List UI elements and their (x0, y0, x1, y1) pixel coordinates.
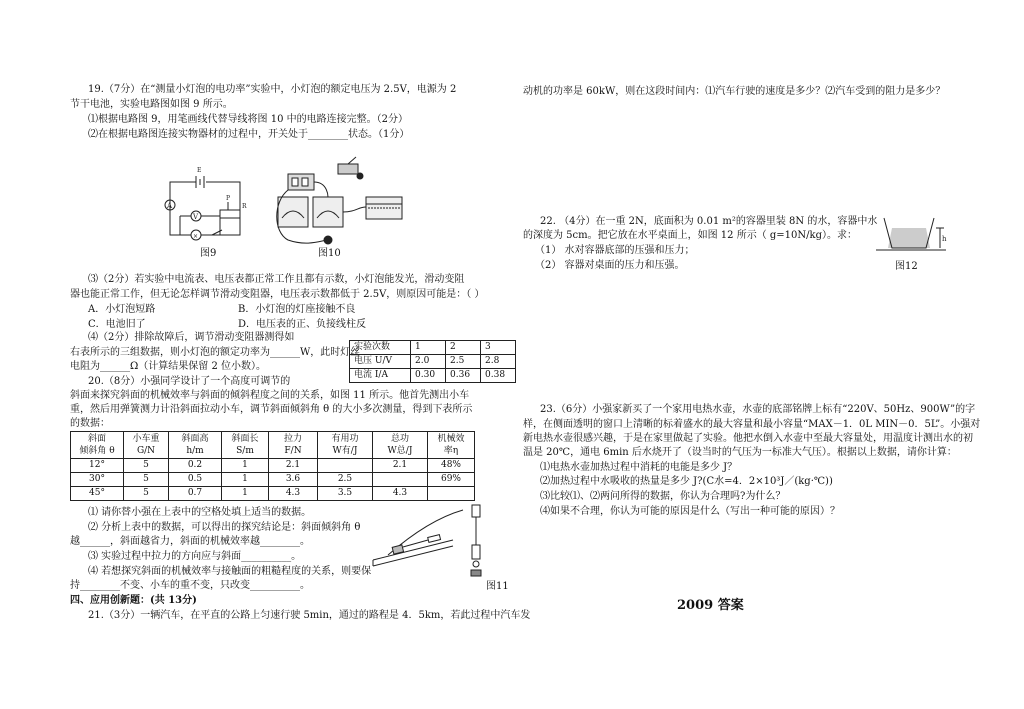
q23-sub1: ⑴电热水壶加热过程中消耗的电能是多少 J？ (540, 462, 738, 473)
table-cell: 2.0 (411, 355, 446, 369)
container-fig12 (874, 210, 954, 260)
q20-line4: 的数据： (70, 418, 110, 429)
fig12-caption: 图12 (895, 261, 918, 272)
table-row (71, 459, 475, 473)
q20-line2: 斜面来探究斜面的机械效率与斜面的倾斜程度之间的关系，如图 11 所示。他首先测出小车 (70, 390, 470, 401)
table-header-cell: 有用功 W有/J (318, 432, 373, 459)
table-cell: 1 (411, 341, 446, 355)
table-cell: 电流 I/A (350, 369, 411, 383)
table-cell: 0.5 (169, 473, 222, 487)
q23-sub4: ⑷如果不合理，你认为可能的原因是什么（写出一种可能的原因）？ (540, 506, 840, 517)
q19-data-table (349, 340, 516, 383)
q19-sub4-line2: 右表所示的三组数据，则小灯泡的额定功率为______W，此时灯丝 (70, 347, 361, 358)
table-cell: 1 (222, 473, 269, 487)
svg-text:A: A (167, 202, 173, 210)
q19-line2: 节干电池，实验电路图如图 9 所示。 (70, 99, 233, 110)
table-cell: 5 (124, 459, 169, 473)
q21-line2: 动机的功率是 60kW，则在这段时间内：⑴汽车行驶的速度是多少？⑵汽车受到的阻力是多少？ (523, 86, 946, 97)
table-cell: 2 (446, 341, 481, 355)
table-cell: 1 (222, 459, 269, 473)
q22-line2: 的深度为 5cm。把它放在水平桌面上，如图 12 所示（ g=10N/kg）。求： (523, 230, 857, 241)
table-cell: 3 (481, 341, 516, 355)
table-header-cell: 小车重 G/N (124, 432, 169, 459)
table-cell: 48% (428, 459, 475, 473)
table-cell: 4.3 (269, 487, 318, 501)
table-header-cell: 机械效 率η (428, 432, 475, 459)
q20-sub3: ⑶ 实验过程中拉力的方向应与斜面__________。 (88, 551, 302, 562)
table-row (71, 487, 475, 501)
q19-line1: 19.（7分）在“测量小灯泡的电功率”实验中，小灯泡的额定电压为 2.5V，电源为 2 (88, 84, 457, 95)
q20-sub1: ⑴ 请你替小强在上表中的空格处填上适当的数据。 (88, 507, 312, 518)
q19-sub3-line2: 器也能正常工作，但无论怎样调节滑动变阻器，电压表示数都低于 2.5V，则原因可能是：（ ） (70, 289, 485, 300)
table-cell: 0.7 (169, 487, 222, 501)
fig11-caption: 图11 (486, 581, 509, 592)
table-cell: 0.38 (481, 369, 516, 383)
table-cell: 12° (71, 459, 124, 473)
q22-line1: 22. （4分）在一重 2N，底面积为 0.01 m²的容器里装 8N 的水，容器中水 (540, 216, 878, 227)
table-row (350, 341, 516, 355)
depth-label: h (942, 235, 947, 243)
table-cell: 5 (124, 487, 169, 501)
table-row (71, 473, 475, 487)
answer-title: 2009 答案 (677, 598, 744, 613)
q19-sub3-line1: ⑶（2分）若实验中电流表、电压表都正常工作且都有示数，小灯泡能发光，滑动变阻 (88, 274, 465, 285)
q19-sub2: ⑵在根据电路图连接实物器材的过程中，开关处于________状态。（1分） (88, 129, 410, 140)
q19-sub4-line3: 电阻为______Ω（计算结果保留 2 位小数）。 (70, 361, 267, 372)
table-header-cell: 总功 W总/J (373, 432, 428, 459)
table-cell: 2.1 (373, 459, 428, 473)
svg-text:×: × (193, 233, 199, 240)
table-cell (373, 473, 428, 487)
svg-text:R: R (242, 203, 247, 210)
table-cell: 4.3 (373, 487, 428, 501)
table-header-cell: 拉力 F/N (269, 432, 318, 459)
inclined-plane-fig11 (368, 500, 493, 580)
q23-line2: 样，在侧面透明的窗口上清晰的标着盛水的最大容量和最小容量“MAX－1．0L MIN－0．5L”。小强对 (523, 419, 981, 430)
q23-line3: 新电热水壶很感兴趣，于是在家里做起了实验。他把水倒入水壶中至最大容量处，用温度计测出水的初 (523, 433, 973, 444)
q20-sub2-line2: 越______，斜面越省力，斜面的机械效率越________。 (70, 536, 310, 547)
table-cell: 电压 U/V (350, 355, 411, 369)
table-cell: 1 (222, 487, 269, 501)
table-cell: 3.6 (269, 473, 318, 487)
svg-text:V: V (193, 213, 199, 221)
q23-sub3: ⑶比较⑴、⑵两问所得的数据，你认为合理吗?为什么？ (540, 491, 786, 502)
q22-sub1: （1） 水对容器底部的压强和压力； (535, 245, 695, 256)
table-header-cell: 斜面长 S/m (222, 432, 269, 459)
q21-line1: 21.（3分）一辆汽车，在平直的公路上匀速行驶 5min，通过的路程是 4．5km，若此过程中汽车发 (88, 610, 531, 621)
q20-line1: 20.（8分）小强同学设计了一个高度可调节的 (88, 376, 291, 387)
table-cell: 0.36 (446, 369, 481, 383)
fig10-caption: 图10 (318, 248, 341, 259)
section4-heading: 四、应用创新题：(共 13分) (70, 595, 197, 606)
table-cell: 2.8 (481, 355, 516, 369)
table-row (350, 369, 516, 383)
q19-sub4-line1: ⑷（2分）排除故障后，调节滑动变阻器测得如 (88, 332, 295, 343)
table-header-cell: 斜面高 h/m (169, 432, 222, 459)
table-cell: 45° (71, 487, 124, 501)
table-cell (318, 459, 373, 473)
table-header-row (71, 432, 475, 459)
q19-option-a: A．小灯泡短路 (88, 304, 156, 315)
table-cell: 3.5 (318, 487, 373, 501)
table-cell: 实验次数 (350, 341, 411, 355)
table-cell: 69% (428, 473, 475, 487)
table-cell: 5 (124, 473, 169, 487)
q19-option-c: C．电池旧了 (88, 319, 146, 330)
q23-line4: 温是 20℃，通电 6min 后水烧开了（设当时的气压为一标准大气压）。根据以上数据，请你计算： (523, 447, 957, 458)
q20-data-table (70, 431, 475, 501)
q20-sub4-line2: 持________不变、小车的重不变，只改变__________。 (70, 580, 310, 591)
svg-text:P: P (226, 195, 231, 202)
table-row (350, 355, 516, 369)
q23-line1: 23.（6分）小强家新买了一个家用电热水壶，水壶的底部铭牌上标有“220V、50Hz、900W”的字 (540, 404, 976, 415)
q23-sub2: ⑵加热过程中水吸收的热量是多少 J?(C水=4．2×10³J／(kg·℃)) (540, 476, 833, 487)
q19-option-d: D．电压表的正、负接线柱反 (238, 319, 367, 330)
table-cell: 0.30 (411, 369, 446, 383)
q19-sub1: ⑴根据电路图 9，用笔画线代替导线将图 10 中的电路连接完整。（2分） (88, 114, 408, 125)
apparatus-fig10 (268, 152, 413, 247)
table-cell: 2.5 (318, 473, 373, 487)
q20-sub4-line1: ⑷ 若想探究斜面的机械效率与接触面的粗糙程度的关系，则要保 (88, 566, 372, 577)
table-cell: 0.2 (169, 459, 222, 473)
q20-line3: 重，然后用弹簧测力计沿斜面拉动小车，调节斜面倾斜角 θ 的大小多次测量，得到下表所示 (70, 404, 473, 415)
table-cell: 30° (71, 473, 124, 487)
svg-text:E: E (197, 167, 202, 174)
table-cell: 2.1 (269, 459, 318, 473)
table-cell (428, 487, 475, 501)
circuit-diagram-fig9 (160, 150, 250, 245)
q22-sub2: （2） 容器对桌面的压力和压强。 (535, 260, 685, 271)
table-header-cell: 斜面 倾斜角 θ (71, 432, 124, 459)
q19-option-b: B．小灯泡的灯座接触不良 (238, 304, 356, 315)
table-cell: 2.5 (446, 355, 481, 369)
q20-sub2-line1: ⑵ 分析上表中的数据，可以得出的探究结论是：斜面倾斜角 θ (88, 522, 361, 533)
fig9-caption: 图9 (200, 248, 217, 259)
